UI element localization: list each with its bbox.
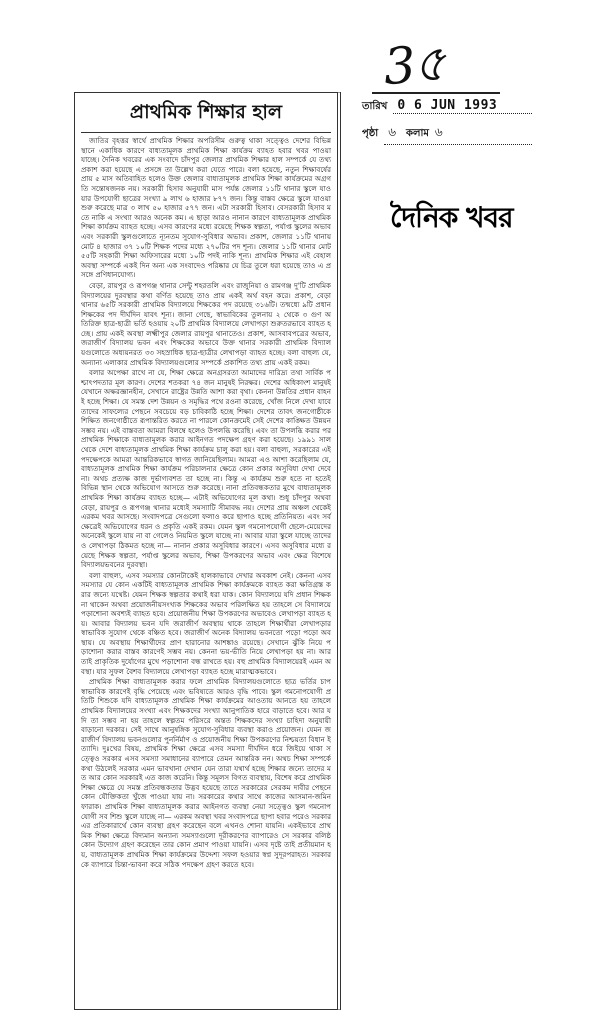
stamp-date-label: তারিখ	[362, 101, 388, 112]
stamp-page-label: পৃষ্ঠা	[362, 128, 379, 139]
article-paragraph: জাতির বৃহত্তর স্বার্থে প্রাথমিক শিক্ষার অপরিসীম গুরুত্ব থাকা সত্ত্বেও দেশের বিভিন্ন স্থানে একাধিক কারণে বাধ্যতামূলক প্রাথমিক শিক্ষা কার্যক্রম ব্যাহত হবার খবর পাওয়া যাচ্ছে। দৈনিক খবরের এক সংবাদে চাঁদপুর জেলার প্রাথমিক শিক্ষার হাল সম্পর্কে যে তথ্য প্রকাশ করা হয়েছে এ প্রসঙ্গে তা উল্লেখ করা যেতে পারে। বলা হয়েছে, নতুন শিক্ষাবর্ষের প্রায় ৫ মাস অতিবাহিত হলেও উক্ত জেলার বাধ্যতামূলক প্রাথমিক শিক্ষা কার্যক্রমের অগ্রগতি সন্তোষজনক নয়। সরকারী হিসাব অনুযায়ী মাস পর্যন্ত জেলার ১১টি থানার স্কুলে যাওয়ার উপযোগী ছাত্রের সংখ্যা ৯ লাখ ৬ হাজার ৮৭৭ জন। কিন্তু বাস্তব ক্ষেত্রে স্কুলে যাওয়া শুরু করেছে মাত্র ৩ লাখ ৫০ হাজার ৫৭৭ জন। এটা সরকারী হিসাব। বেসরকারী হিসাব মতে নাকি এ সংখ্যা আরও অনেক কম। এ ছাড়া আরও নানান কারণে বাধ্যতামূলক প্রাথমিক শিক্ষা কার্যক্রম ব্যাহত হচ্ছে। এসব কারণের মধ্যে রয়েছে শিক্ষক স্বল্পতা, পর্যাপ্ত স্কুলের অভাব এবং সরকারী স্কুলগুলোতে ন্যূনতম সুযোগ-সুবিধার অভাব। প্রকাশ, জেলার ১১টি থানায় মোট ৪ হাজার ৩৭ ১০টি শিক্ষক পদের মধ্যে ২৭০টির পদ শূন্য। জেলার ১১টি থানার মোট ৫৫টি সহকারী শিক্ষা অফিসারের মধ্যে ১০টি পদই নাকি শূন্য। প্রাথমিক শিক্ষার এই বেহাল অবস্থা সম্পর্কে একই দিন অন্য এক সংবাদেও পরিষ্কার যে চিত্র তুলে ধরা হয়েছে তাও এ প্রসঙ্গে প্রণিধানযোগ্য।	[81, 136, 331, 280]
stamp-date-line	[393, 98, 532, 114]
stamp-date-value: 0 6 JUN 1993	[397, 98, 498, 113]
date-stamp	[362, 98, 532, 150]
stamp-date-row	[362, 98, 532, 124]
page-number-underline	[372, 92, 500, 94]
stamp-page-line	[384, 124, 532, 145]
stamp-column-label: কলাম	[406, 128, 429, 139]
handwritten-page-number: 3৫	[381, 33, 446, 97]
stamp-page-value: ৬	[388, 125, 397, 139]
newspaper-clipping	[74, 92, 341, 1010]
stamp-page-row	[362, 124, 532, 150]
article-paragraph: বলার অপেক্ষা রাখে না যে, শিক্ষা ক্ষেত্রে অনগ্রসরতা আমাদের দারিদ্র্য তথা সার্বিক পশ্চাৎপদতার মূল কারণ। দেশের শতকরা ৭৪ জন মানুষই নিরক্ষর। দেশের অধিকাংশ মানুষই যেখানে অক্ষরজ্ঞানহীন, সেখানে রাষ্ট্রের উন্নতি আশা করা বৃথা। কেননা উন্নতির প্রধান বাহনই হচ্ছে শিক্ষা। যে সমস্ত দেশ উন্নয়ন ও সমৃদ্ধির পথে রওনা করেছে, খোঁজ নিলে দেখা যাবে তাদের সাফল্যের পেছনে সবচেয়ে বড় চাবিকাঠি হচ্ছে শিক্ষা। দেশের তাবৎ জনগোষ্ঠীকে শিক্ষিত জনগোষ্ঠীতে রূপান্তরিত করতে না পারলে কোনক্রমেই সেই দেশের কাঙ্ক্ষিত উন্নয়ন সম্ভব নয়। এই বাস্তবতা আমরা বিলম্বে হলেও উপলব্ধি করেছি। এবং তা উপলব্ধি করার পর প্রাথমিক শিক্ষাকে বাধ্যতামূলক করার আইনগত পদক্ষেপ গ্রহণ করা হয়েছে। ১৯৯১ সাল থেকে দেশে বাধ্যতামূলক প্রাথমিক শিক্ষা কার্যক্রম চালু করা হয়। বলা বাহুল্য, সরকারের এই পদক্ষেপকে আমরা আন্তরিকভাবে স্বাগত জানিয়েছিলাম। আমরা এও আশা করেছিলাম যে, বাধ্যতামূলক প্রাথমিক শিক্ষা কার্যক্রম পরিচালনার ক্ষেত্রে কোন প্রকার অসুবিধা দেখা দেবে না। অথচ প্রত্যক্ষ কাজ দুর্ভাগ্যবশত তা হচ্ছে না। কিন্তু এ কার্যক্রম শুরু হতে না হতেই বিভিন্ন স্থান থেকে অভিযোগ আসতে শুরু করেছে। নানা প্রতিবন্ধকতার মুখে বাধ্যতামূলক প্রাথমিক শিক্ষা কার্যক্রম ব্যাহত হচ্ছে— এটাই অভিযোগের মূল কথা। শুধু চাঁদপুর অথবা বেড়া, রায়পুর ও রূপগঞ্জ থানার মধ্যেই সমস্যাটি সীমাবদ্ধ নয়। দেশের প্রায় অঞ্চল থেকেই এরকম খবর আসছে। সংবাদপত্রে সেগুলো ফলাও করে ছাপাও হচ্ছে প্রতিনিয়ত। এবং সর্বক্ষেত্রেই অভিযোগের ধরন ও প্রকৃতি একই রকম। যেমন স্কুল গমনোপযোগী ছেলে-মেয়েদের অনেকেই স্কুলে যায় না বা গেলেও নিয়মিত স্কুলে যাচ্ছে না। আবার যারা স্কুলে যাচ্ছে তাদেরও লেখাপড়া ঠিকমত হচ্ছে না— নানান প্রকার অসুবিধার কারণে। এসব অসুবিধার মধ্যে রয়েছে শিক্ষক স্বল্পতা, পর্যাপ্ত স্কুলের অভাব, শিক্ষা উপকরণের অভাব এবং ক্ষেত্র বিশেষে বিদ্যালয়ভবনের দুরবস্থা।	[81, 368, 331, 570]
article-paragraph: বেড়া, রায়পুর ও রূপগঞ্জ থানার সেন্টু শহরতলি এবং রাজুনিয়া ও রামগঞ্জ দু'টি প্রাথমিক বিদ্যালয়ের দুরবস্থার কথা বর্ণিত হয়েছে তাও প্রায় একই অর্থ বহন করে। প্রকাশ, বেড়া থানার ৬৫টি সরকারী প্রাথমিক বিদ্যালয়ে শিক্ষকের পদ রয়েছে ৩১৬টি। তন্মধ্যে ৯টি প্রধান শিক্ষকের পদ দীর্ঘদিন যাবৎ শূন্য। জানা গেছে, স্বাভাবিকের তুলনায় ২ থেকে ৩ গুণ অতিরিক্ত ছাত্র-ছাত্রী ভর্তি হওয়ায় ২০টি প্রাথমিক বিদ্যালয়ে লেখাপড়া শুরুতরভাবে ব্যাহত হচ্ছে। প্রায় একই অবস্থা লক্ষ্মীপুর জেলার রায়পুর থানাতেও। প্রকাশ, আসবাবপত্রের অভাব, জরাজীর্ণ বিদ্যালয় ভবন এবং শিক্ষকের অভাবে উক্ত থানার সরকারী প্রাথমিক বিদ্যালয়গুলোতে অধ্যয়নরত ৩৩ সহস্রাধিক ছাত্র-ছাত্রীর লেখাপড়া ব্যাহত হচ্ছে। বলা বাহুল্য যে, অন্যান্য এলাকার প্রাথমিক বিদ্যালয়গুলোর সম্পর্কে প্রকাশিত তথ্য প্রায় একই রকম।	[81, 280, 331, 367]
stamp-column-value: ৬	[434, 125, 443, 139]
article-headline: প্রাথমিক শিক্ষার হাল	[81, 93, 331, 133]
article-body	[75, 133, 337, 869]
newspaper-name: দৈনিক খবর	[390, 201, 513, 234]
article-paragraph: প্রাথমিক শিক্ষা বাধ্যতামূলক করার ফলে প্রাথমিক বিদ্যালয়গুলোতে ছাত্র ভর্তির চাপ স্বাভাবিক কারণেই বৃদ্ধি পেয়েছে এবং ভবিষ্যতে আরও বৃদ্ধি পাবে। স্কুল গমনোপযোগী প্রতিটি শিশুকে যদি বাধ্যতামূলক প্রাথমিক শিক্ষা কার্যক্রমের আওতায় আনতে হয় তাহলে প্রাথমিক বিদ্যালয়ের সংখ্যা এবং শিক্ষকদের সংখ্যা আনুপাতিক হারে বাড়াতে হবে। আর যদি তা সম্ভব না হয় তাহলে স্বল্পতম পরিসরে অন্তত শিক্ষকদের সংখ্যা চাহিদা অনুযায়ী বাড়ানো দরকার। সেই সাথে আনুষঙ্গিক সুযোগ-সুবিধার ব্যবস্থা করাও প্রয়োজন। যেমন জরাজীর্ণ বিদ্যালয় ভবনগুলোর পুনর্নির্মাণ ও প্রয়োজনীয় শিক্ষা উপকরণের নিশ্চয়তা বিধান ইত্যাদি। দুঃখের বিষয়, প্রাথমিক শিক্ষা ক্ষেত্রে এসব সমস্যা দীর্ঘদিন ধরে জিইয়ে থাকা সত্ত্বেও সরকার এসব সমস্যা সমাধানের ব্যাপারে তেমন আন্তরিক নন। অথচ শিক্ষা সম্পর্কে কথা উঠলেই সরকার এমন ভাবখানা দেখান যেন তারা যথার্থ হচ্ছে শিক্ষার জন্যে তাদের মত আর কোন সরকারই এত কাজ করেনি। কিন্তু সমূলস বিগত ব্যবস্থায়, বিশেষ করে প্রাথমিক শিক্ষা ক্ষেত্রে যে সমস্ত প্রতিবন্ধকতার উদ্ভব হয়েছে তাতে সরকারের সেরকম দাবীর পেছনে কোন যৌক্তিকতা খুঁজে পাওয়া যায় না। সরকারের কথার সাথে কাজের আসমান-জমিন ফারাক। প্রাথমিক শিক্ষা বাধ্যতামূলক করার আইনগত ব্যবস্থা নেয়া সত্ত্বেও স্কুল গমনোপযোগী সব শিশু স্কুলে যাচ্ছে না— এরকম অবস্থা খবর সংবাদপত্রে ছাপা হবার পরেও সরকার এর প্রতিকারার্থে কোন ব্যবস্থা গ্রহণ করেছেন বলে এখনও শোনা যায়নি। একইভাবে প্রাথমিক শিক্ষা ক্ষেত্রে বিদ্যমান অন্যান্য সমস্যাগুলো দূরীকরণের ব্যাপারেও সে সরকার বলিষ্ঠ কোন উদ্যোগ গ্রহণ করেছেন তার কোন প্রমাণ পাওয়া যায়নি। এসব দৃষ্টে তাই প্রতীয়মান হয়, বাধ্যতামূলক প্রাথমিক শিক্ষা কার্যক্রমের উদ্দেশ্য সফল হওয়ার স্বপ্ন সুদূরপরাহত। সরকারকে ব্যাপারে চিন্তা-ভাবনা করে সঠিক পদক্ষেপ গ্রহণ করতে হবে।	[81, 677, 331, 869]
article-paragraph: বলা বাহুল্য, এসব সমস্যার কোনটাকেই হালকাভাবে দেখার অবকাশ নেই। কেননা এসব সমস্যার যে কোন একটিই বাধ্যতামূলক প্রাথমিক শিক্ষা কার্যক্রমকে ব্যাহত করা ক্ষতিগ্রস্ত করার জন্যে যথেষ্ট। যেমন শিক্ষক স্বল্পতার কথাই ধরা যাক। কোন বিদ্যালয়ে যদি প্রধান শিক্ষক না থাকেন অথবা প্রয়োজনীয়সংখ্যক শিক্ষকের অভাব পরিলক্ষিত হয় তাহলে সে বিদ্যালয়ে পড়াশোনা অবশ্যই ব্যাহত হবে। প্রয়োজনীয় শিক্ষা উপকরণের অভাবেও লেখাপড়া ব্যাহত হয়। আবার বিদ্যালয় ভবন যদি জরাজীর্ণ অবস্থায় থাকে তাহলে শিক্ষার্থীরা লেখাপড়ার স্বাভাবিক সুযোগ থেকে বঞ্চিত হবে। জরাজীর্ণ অনেক বিদ্যালয় ভবনতো পড়ো পড়ো অবস্থায়। যে অবস্থায় শিক্ষার্থীদের প্রাণ হারানোর আশঙ্কাও রয়েছে। সেখানে ঝুঁকি নিয়ে পড়াশোনা করার বাস্তব কারণেই সম্ভব নয়। কেননা ভয়-ভীতি নিয়ে লেখাপড়া হয় না। আর তাই প্রাকৃতিক দুর্যোগের মুখে পড়াশোনা বন্ধ রাখতে হয়। বহু প্রাথমিক বিদ্যালয়েরই এমন অবস্থা। যার সুফল বৈশব বিদ্যালয়ে লেখাপড়া ব্যাহত হচ্ছে মারাত্মকভাবে।	[81, 570, 331, 676]
